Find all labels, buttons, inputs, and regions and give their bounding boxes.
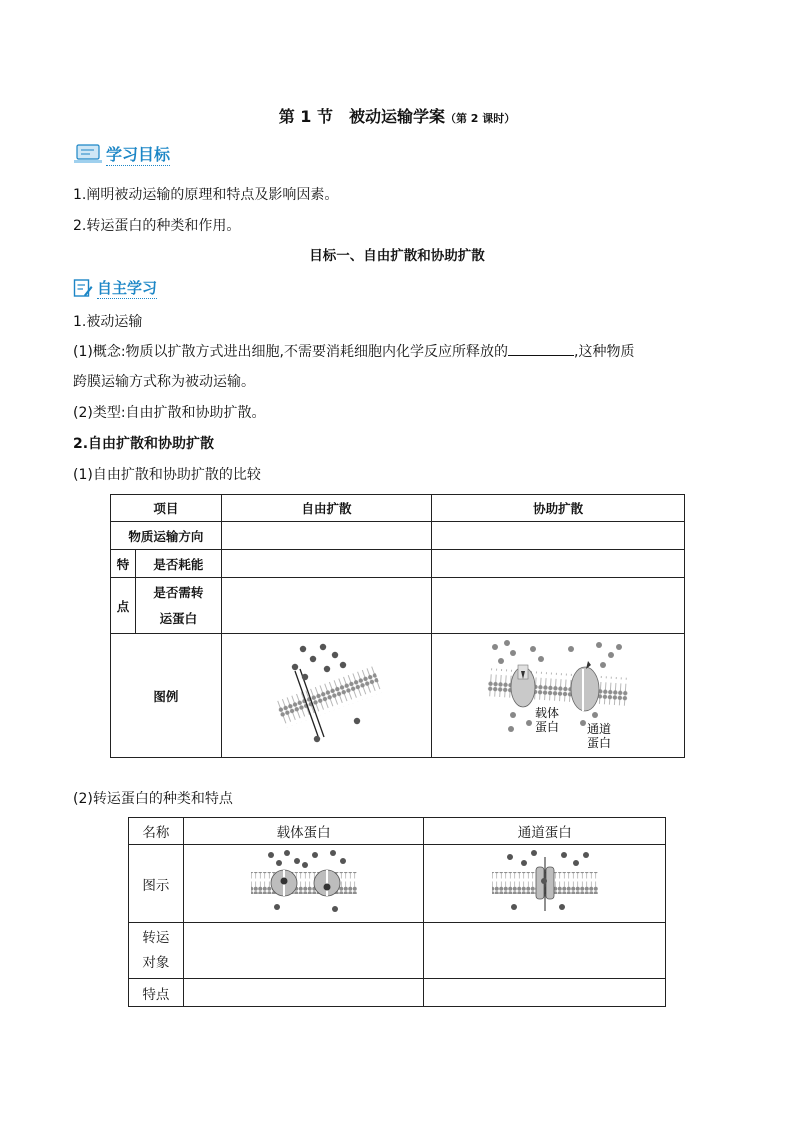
s1-paragraph-1 <box>73 341 634 363</box>
self-study-heading-text: 自主学习 <box>97 279 158 297</box>
row-label-target <box>129 923 184 979</box>
answer-cell[interactable] <box>432 578 685 634</box>
s1-title: 1.被动运输 <box>73 314 143 330</box>
header-cell-facilitated-diffusion: 协助扩散 <box>432 495 685 522</box>
monitor-icon <box>74 142 102 166</box>
answer-cell[interactable] <box>432 550 685 578</box>
figure-cell-carrier <box>183 845 424 923</box>
s1-p1-text-b: ,这种物质 <box>574 344 635 360</box>
figure-cell-free-diffusion <box>221 634 432 758</box>
s1-p1-text-a: (1)概念:物质以扩散方式进出细胞,不需要消耗细胞内化学反应所释放的 <box>73 344 508 360</box>
section2-title: (2)转运蛋白的种类和特点 <box>73 791 233 807</box>
objective-item-2: 2.转运蛋白的种类和作用。 <box>73 218 241 234</box>
objectives-heading <box>74 142 170 166</box>
row-label-target-line2: 对象 <box>142 954 170 971</box>
table-row <box>129 818 666 845</box>
row-label-direction: 物质运输方向 <box>111 522 222 550</box>
s2-paragraph-1: (1)自由扩散和协助扩散的比较 <box>73 467 261 483</box>
answer-cell[interactable] <box>221 578 432 634</box>
header-cell-channel-protein: 通道蛋白 <box>424 818 666 845</box>
carrier-protein-diagram <box>249 847 359 917</box>
label-channel-1: 通道 <box>587 722 612 736</box>
header-cell-free-diffusion: 自由扩散 <box>221 495 432 522</box>
answer-cell[interactable] <box>424 979 666 1007</box>
table-row <box>111 495 685 522</box>
row-label-protein <box>135 578 221 634</box>
table-row <box>111 634 685 758</box>
objectives-heading-text: 学习目标 <box>106 142 170 166</box>
row-label-figure: 图示 <box>129 845 184 923</box>
table-row <box>111 522 685 550</box>
header-cell-carrier-protein: 载体蛋白 <box>183 818 424 845</box>
channel-protein-diagram <box>490 847 600 917</box>
answer-cell[interactable] <box>183 979 424 1007</box>
row-label-protein-line2: 运蛋白 <box>159 610 198 626</box>
goal1-heading: 目标一、自由扩散和协助扩散 <box>309 248 485 264</box>
row-label-feature: 特点 <box>129 979 184 1007</box>
comparison-table <box>110 494 685 758</box>
answer-cell[interactable] <box>432 522 685 550</box>
table-row <box>129 923 666 979</box>
header-cell-item: 项目 <box>111 495 222 522</box>
label-carrier-2: 蛋白 <box>535 720 560 734</box>
s1-paragraph-1-cont: 跨膜运输方式称为被动运输。 <box>73 374 255 390</box>
facilitated-diffusion-diagram <box>483 635 633 753</box>
feature-label-a: 特 <box>111 550 136 578</box>
table-row <box>129 979 666 1007</box>
title-sub: （第 2 课时） <box>444 112 516 125</box>
s2-title: 2.自由扩散和协助扩散 <box>73 436 215 452</box>
free-diffusion-diagram <box>267 639 387 749</box>
row-label-target-line1: 转运 <box>142 929 170 946</box>
feature-label-b: 点 <box>111 578 136 634</box>
row-label-protein-line1: 是否需转 <box>153 584 204 600</box>
answer-blank[interactable] <box>508 341 574 356</box>
answer-cell[interactable] <box>221 550 432 578</box>
label-channel-2: 蛋白 <box>587 736 612 750</box>
table-row <box>111 578 685 634</box>
s1-paragraph-2: (2)类型:自由扩散和协助扩散。 <box>73 405 266 421</box>
label-carrier-1: 载体 <box>535 706 560 720</box>
row-label-figure: 图例 <box>111 634 222 758</box>
objective-item-1: 1.阐明被动运输的原理和特点及影响因素。 <box>73 187 339 203</box>
title-main: 第 1 节 被动运输学案 <box>278 107 445 126</box>
answer-cell[interactable] <box>424 923 666 979</box>
answer-cell[interactable] <box>183 923 424 979</box>
self-study-heading <box>73 277 157 299</box>
figure-cell-facilitated-diffusion <box>432 634 685 758</box>
answer-cell[interactable] <box>221 522 432 550</box>
row-label-energy: 是否耗能 <box>135 550 221 578</box>
figure-cell-channel <box>424 845 666 923</box>
page-title <box>0 104 794 127</box>
header-cell-name: 名称 <box>129 818 184 845</box>
transport-protein-table <box>128 817 666 1007</box>
note-pencil-icon <box>73 278 93 298</box>
table-row <box>111 550 685 578</box>
table-row <box>129 845 666 923</box>
